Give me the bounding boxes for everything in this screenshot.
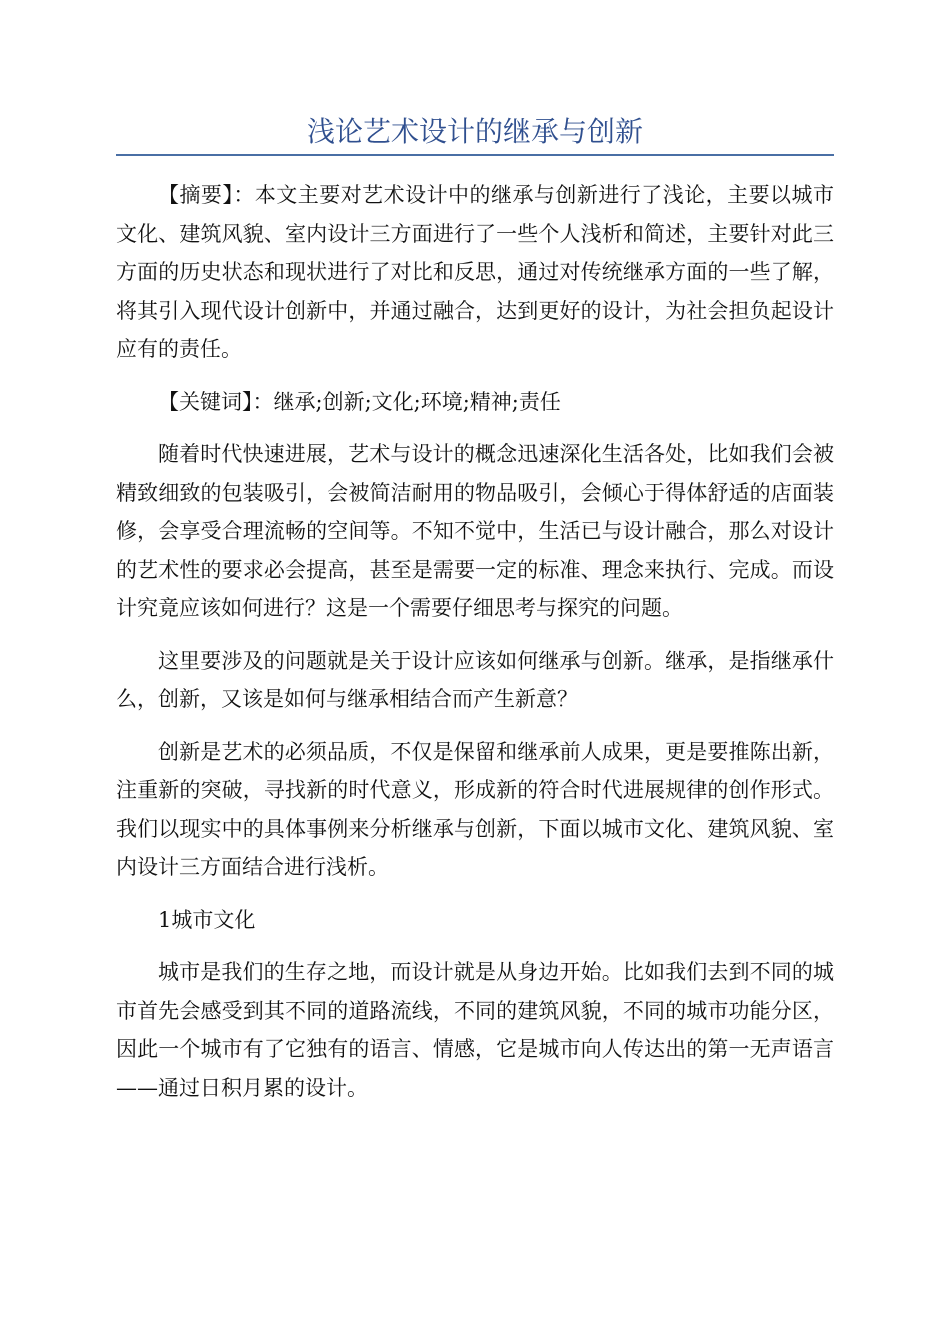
body-paragraph: 创新是艺术的必须品质，不仅是保留和继承前人成果，更是要推陈出新，注重新的突破，寻找新的时代意义，形成新的符合时代进展规律的创作形式。我们以现实中的具体事例来分析继承与创新，下面以城市文化、建筑风貌、室内设计三方面结合进行浅析。 — [116, 739, 834, 879]
document-title: 浅论艺术设计的继承与创新 — [306, 115, 643, 148]
document-body — [116, 176, 834, 1121]
section-heading: 1城市文化 — [158, 907, 256, 932]
body-paragraph: 随着时代快速进展，艺术与设计的概念迅速深化生活各处，比如我们会被精致细致的包装吸引，会被简洁耐用的物品吸引，会倾心于得体舒适的店面装修，会享受合理流畅的空间等。不知不觉中，生活已与设计融合，那么对设计的艺术性的要求必会提高，甚至是需要一定的标准、理念来执行、完成。而设计究竟应该如何进行？这是一个需要仔细思考与探究的问题。 — [116, 442, 834, 620]
section-paragraph: 城市是我们的生存之地，而设计就是从身边开始。比如我们去到不同的城市首先会感受到其不同的道路流线，不同的建筑风貌，不同的城市功能分区，因此一个城市有了它独有的语言、情感，它是城市向人传达出的第一无声语言——通过日积月累的设计。 — [116, 960, 834, 1100]
title-underline — [116, 154, 834, 156]
document-page — [116, 0, 834, 1344]
abstract-paragraph: 【摘要】：本文主要对艺术设计中的继承与创新进行了浅论，主要以城市文化、建筑风貌、室内设计三方面进行了一些个人浅析和简述，主要针对此三方面的历史状态和现状进行了对比和反思，通过对传统继承方面的一些了解，将其引入现代设计创新中，并通过融合，达到更好的设计，为社会担负起设计应有的责任。 — [116, 183, 834, 361]
body-paragraph: 这里要涉及的问题就是关于设计应该如何继承与创新。继承，是指继承什么，创新，又该是如何与继承相结合而产生新意？ — [116, 648, 834, 711]
keywords-paragraph: 【关键词】：继承;创新;文化;环境;精神;责任 — [158, 389, 561, 414]
